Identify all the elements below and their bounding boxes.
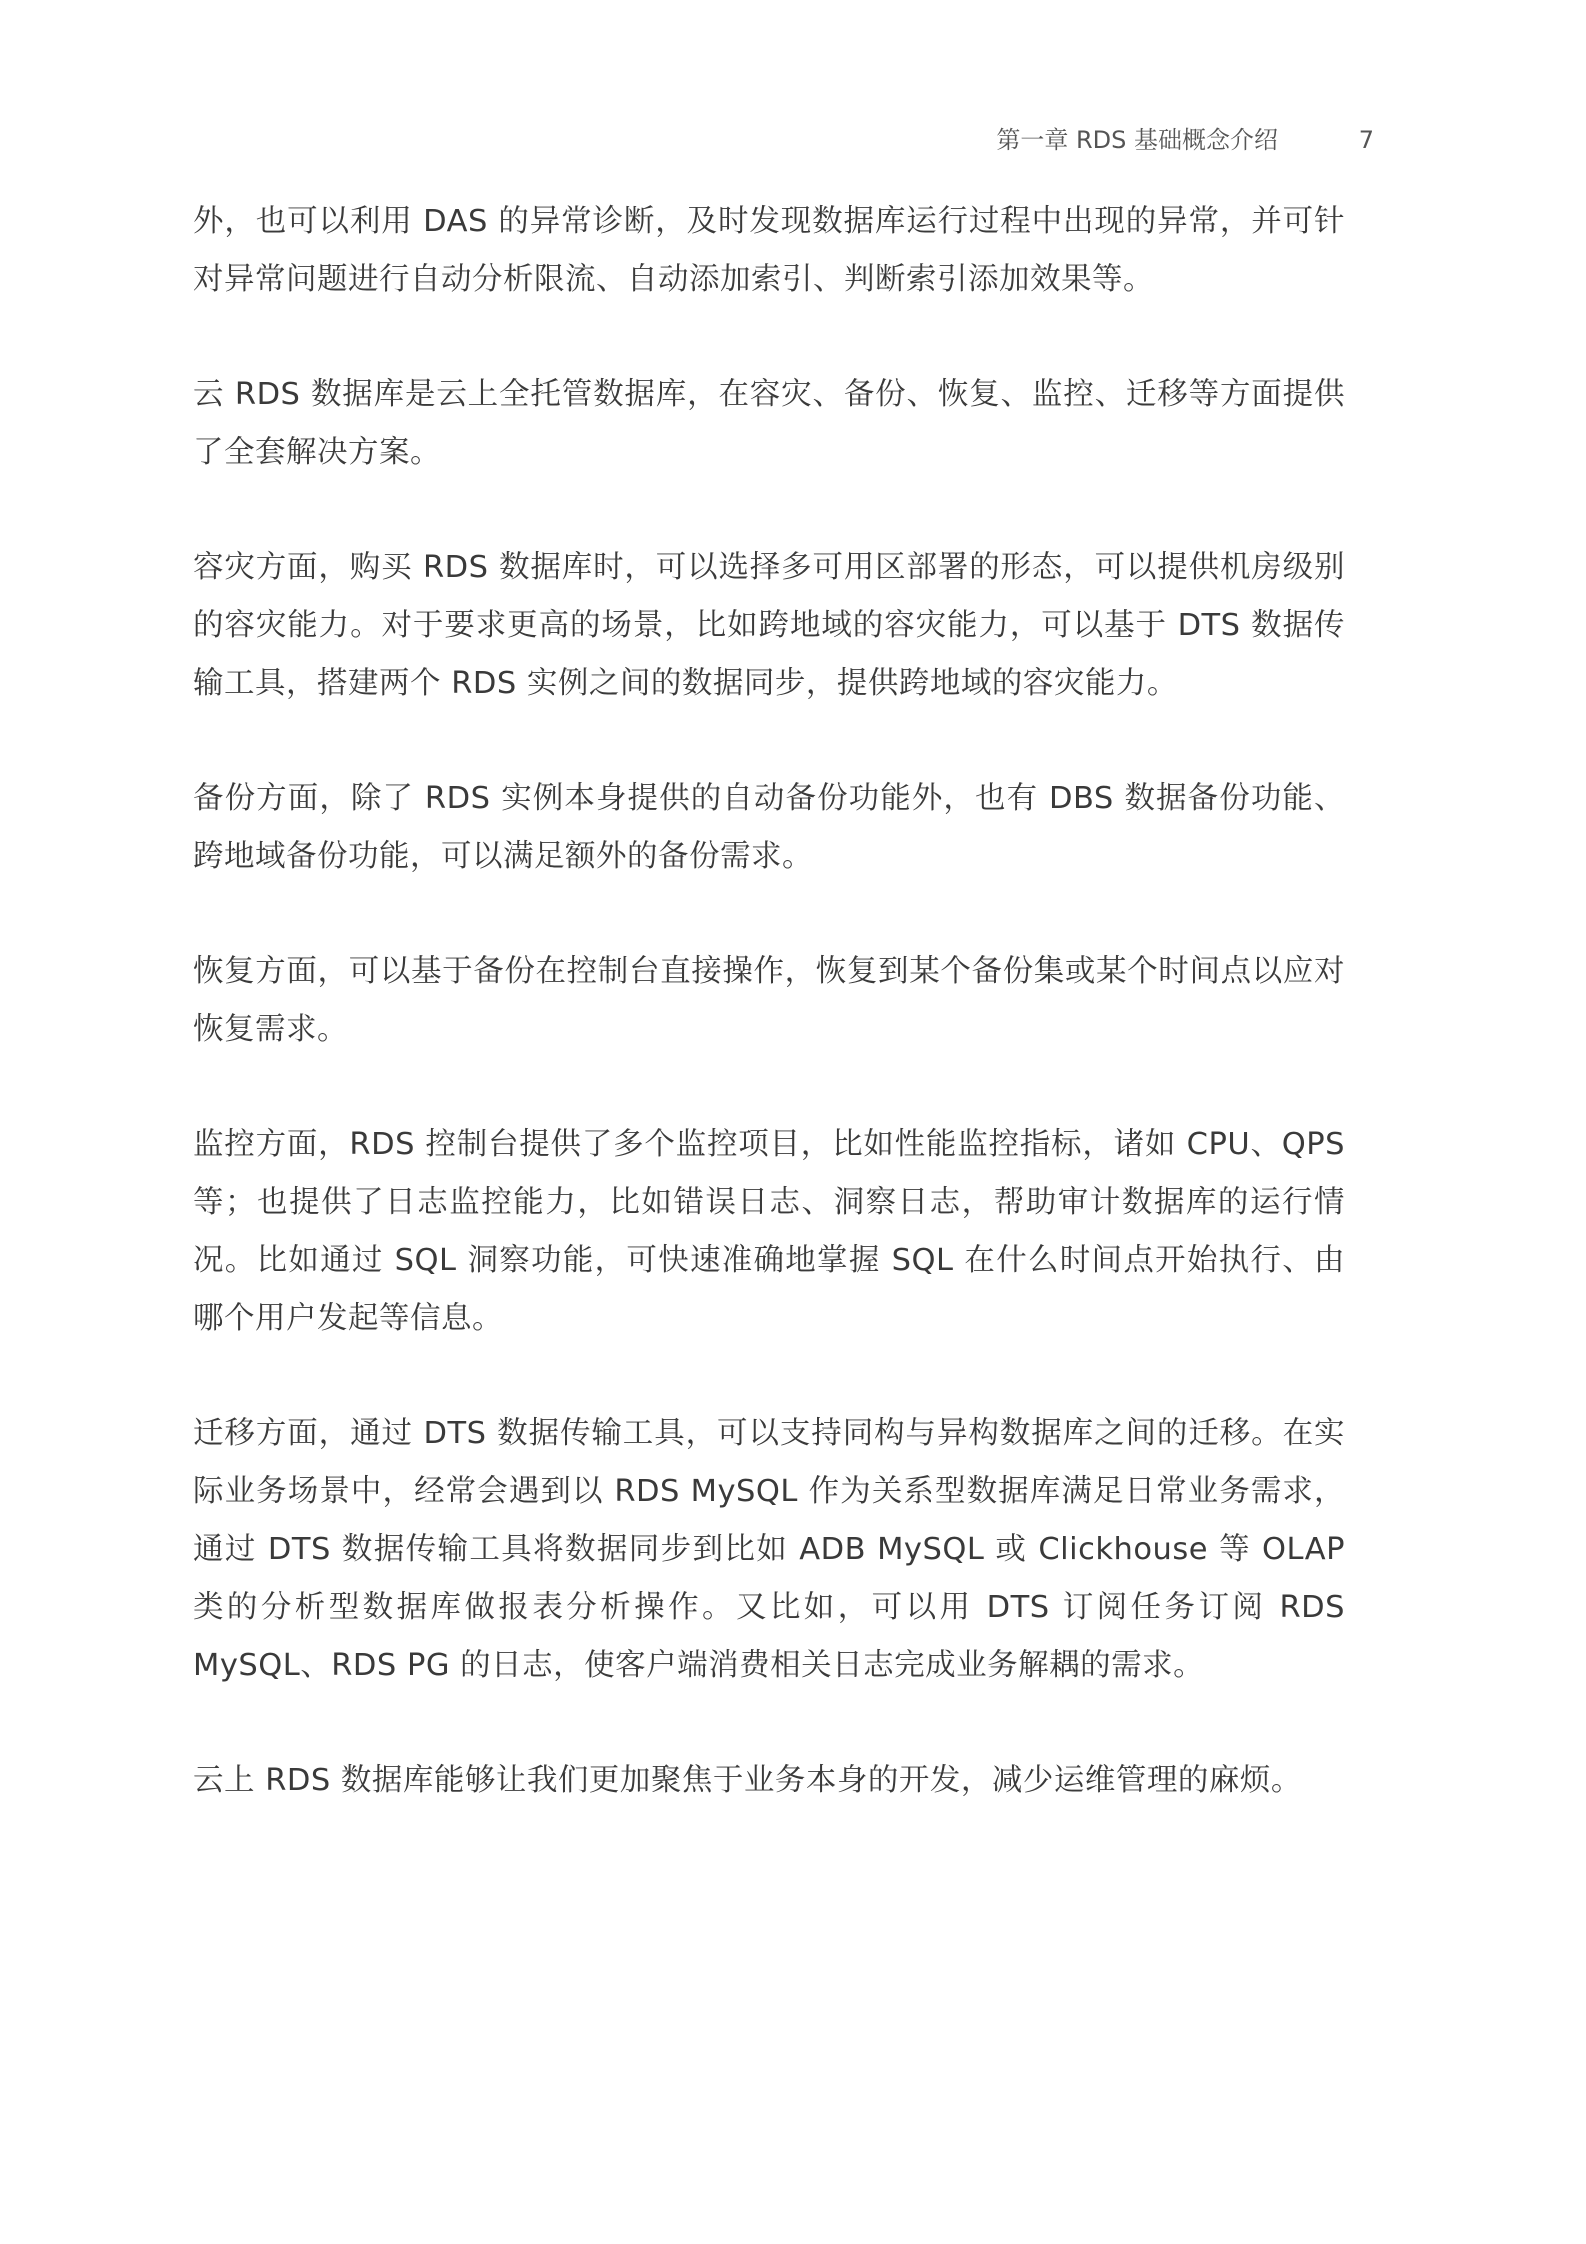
paragraph-rds-overview: 云 RDS 数据库是云上全托管数据库，在容灾、备份、恢复、监控、迁移等方面提供了全套解决方案。 [193,377,1345,470]
paragraph-migration: 迁移方面，通过 DTS 数据传输工具，可以支持同构与异构数据库之间的迁移。在实际业务场景中，经常会遇到以 RDS MySQL 作为关系型数据库满足日常业务需求，通过 DTS 数据传输工具将数据同步到比如 ADB MySQL 或 Clickhouse 等 OLAP 类的分析型数据库做报表分析操作。又比如，可以用 DTS 订阅任务订阅 RDS MySQL、RDS PG 的日志，使客户端消费相关日志完成业务解耦的需求。 [193,1416,1345,1683]
paragraph-summary: 云上 RDS 数据库能够让我们更加聚焦于业务本身的开发，减少运维管理的麻烦。 [193,1763,1302,1798]
paragraph-disaster-recovery: 容灾方面，购买 RDS 数据库时，可以选择多可用区部署的形态，可以提供机房级别的容灾能力。对于要求更高的场景，比如跨地域的容灾能力，可以基于 DTS 数据传输工具，搭建两个 RDS 实例之间的数据同步，提供跨地域的容灾能力。 [193,550,1345,701]
chapter-title: 第一章 RDS 基础概念介绍 [996,126,1278,154]
paragraph-restore: 恢复方面，可以基于备份在控制台直接操作，恢复到某个备份集或某个时间点以应对恢复需求。 [193,954,1345,1047]
paragraph-backup: 备份方面，除了 RDS 实例本身提供的自动备份功能外，也有 DBS 数据备份功能、跨地域备份功能，可以满足额外的备份需求。 [193,781,1345,874]
paragraph-monitoring: 监控方面，RDS 控制台提供了多个监控项目，比如性能监控指标，诸如 CPU、QPS 等；也提供了日志监控能力，比如错误日志、洞察日志，帮助审计数据库的运行情况。比如通过 SQL 洞察功能，可快速准确地掌握 SQL 在什么时间点开始执行、由哪个用户发起等信息。 [193,1127,1345,1336]
document-body [193,193,1345,1867]
page-number: 7 [1358,126,1374,154]
page-header [0,120,1586,160]
paragraph-das-diagnosis: 外，也可以利用 DAS 的异常诊断，及时发现数据库运行过程中出现的异常，并可针对异常问题进行自动分析限流、自动添加索引、判断索引添加效果等。 [193,204,1345,297]
